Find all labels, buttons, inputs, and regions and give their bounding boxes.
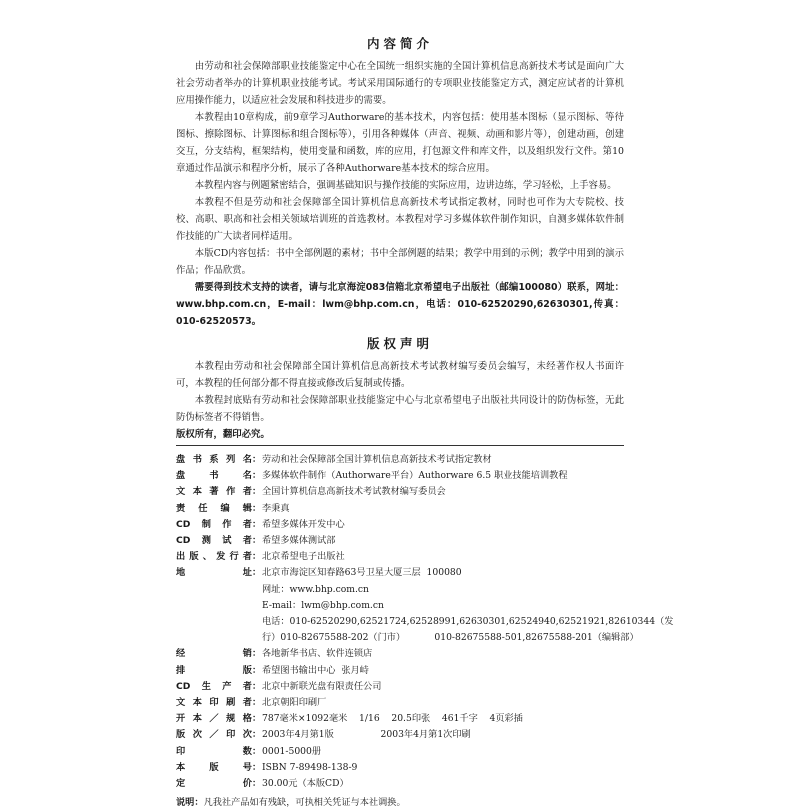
- info-label: 文本著作者: [176, 486, 252, 498]
- info-value: 多媒体软件制作（Authorware平台）Authorware 6.5 职业技能培训教程: [262, 470, 568, 482]
- info-label: 本版号: [176, 761, 252, 773]
- info-value: 全国计算机信息高新技术考试教材编写委员会: [262, 486, 446, 498]
- note-text: 凡我社产品如有残缺，可执相关凭证与本社调换。: [203, 797, 406, 809]
- intro-paragraph-3: 本教程内容与例题紧密结合，强调基础知识与操作技能的实际应用，边讲边练，学习轻松，上手容易。: [194, 180, 617, 191]
- intro-paragraph-1: 由劳动和社会保障部职业技能鉴定中心在全国统一组织实施的全国计算机信息高新技术考试是面向广大社会劳动者举办的计算机职业技能考试。考试采用国际通行的专项职业技能鉴定方式，测定应试者的计算机应用操作能力，以适应社会发展和科技进步的需要。: [176, 61, 624, 106]
- info-row-print-run: 印数 ： 0001-5000册: [176, 744, 624, 760]
- info-phone-line-2: 行）010-82675588-202（门市） 010-82675588-501,82675588-201（编辑部）: [262, 632, 639, 644]
- info-label: CD测试者: [176, 535, 252, 547]
- info-label: 经销: [176, 648, 252, 660]
- info-row-address: 地址 ： 北京市海淀区知春路63号卫星大厦三层 100080: [176, 565, 624, 581]
- info-label: 版次／印次: [176, 729, 252, 741]
- info-label: CD生产者: [176, 680, 252, 692]
- info-value: 北京希望电子出版社: [262, 551, 345, 563]
- info-row-price: 定价 ： 30.00元（本版CD）: [176, 776, 624, 792]
- info-value: 李秉真: [262, 502, 290, 514]
- info-label: 责任编辑: [176, 502, 252, 514]
- info-label: 排版: [176, 664, 252, 676]
- rights-reserved: 版权所有，翻印必究。: [176, 429, 270, 440]
- note-label: 说明：: [176, 797, 204, 809]
- info-value: 希望多媒体开发中心: [262, 518, 345, 530]
- info-label: 地址: [176, 567, 252, 579]
- info-value: 787毫米×1092毫米 1/16 20.5印张 461千字 4页彩插: [262, 713, 523, 725]
- info-label: 印数: [176, 745, 252, 757]
- info-label: 盘书系列名: [176, 454, 252, 465]
- info-row-edition: 版次／印次 ： 2003年4月第1版 2003年4月第1次印刷: [176, 727, 624, 743]
- info-row-series: 盘书系列名 ： 劳动和社会保障部全国计算机信息高新技术考试指定教材: [176, 452, 624, 468]
- info-value: 北京中新联光盘有限责任公司: [262, 680, 382, 692]
- info-value: ISBN 7-89498-138-9: [262, 761, 358, 773]
- info-value: 各地新华书店、软件连锁店: [262, 648, 373, 660]
- info-label: 开本／规格: [176, 713, 252, 725]
- info-row-cd-tester: CD测试者 ： 希望多媒体测试部: [176, 533, 624, 549]
- exchange-note: [176, 794, 624, 811]
- info-row-author: 文本著作者 ： 全国计算机信息高新技术考试教材编写委员会: [176, 484, 624, 500]
- info-row-typeset: 排版 ： 希望图书输出中心 张月峙: [176, 663, 624, 679]
- info-label: CD制作者: [176, 518, 252, 530]
- info-row-printer: 文本印刷者 ： 北京朝阳印刷厂: [176, 695, 624, 711]
- intro-paragraph-5: 本版CD内容包括：书中全部例题的素材；书中全部例题的结果；教学中用到的示例；教学中用到的演示作品；作品欣赏。: [176, 248, 624, 276]
- info-value: 希望图书输出中心 张月峙: [262, 664, 369, 676]
- info-row-dealer: 经销 ： 各地新华书店、软件连锁店: [176, 646, 624, 662]
- info-value: 北京市海淀区知春路63号卫星大厦三层 100080: [262, 567, 462, 579]
- info-value: 2003年4月第1版 2003年4月第1次印刷: [262, 729, 471, 741]
- info-phone-line-1: 电话：010-62520290,62521724,62528991,62630301,62524940,62521921,82610344（发: [262, 616, 674, 628]
- info-value: 希望多媒体测试部: [262, 535, 336, 547]
- info-row-cd-producer: CD生产者 ： 北京中新联光盘有限责任公司: [176, 679, 624, 695]
- info-row-isbn: 本版号 ： ISBN 7-89498-138-9: [176, 760, 624, 776]
- info-row-publisher: 出版、发行者 ： 北京希望电子出版社: [176, 549, 624, 565]
- info-label: 文本印刷者: [176, 697, 252, 709]
- intro-paragraph-4: 本教程不但是劳动和社会保障部全国计算机信息高新技术考试指定教材，同时也可作为大专院校、技校、高职、职高和社会相关领域培训班的首选教材。本教程对学习多媒体软件制作知识，自测多媒体软件制作技能的广大读者同样适用。: [176, 197, 624, 242]
- info-row-book: 盘书名 ： 多媒体软件制作（Authorware平台）Authorware 6.5 职业技能培训教程: [176, 468, 624, 484]
- info-label: 盘书名: [176, 470, 252, 482]
- info-website: 网址：www.bhp.com.cn: [262, 583, 369, 595]
- copyright-paragraph-2: 本教程封底贴有劳动和社会保障部职业技能鉴定中心与北京希望电子出版社共同设计的防伪标签，无此防伪标签者不得销售。: [176, 395, 624, 423]
- info-label: 定价: [176, 778, 252, 790]
- copyright-title: 版权声明: [366, 336, 433, 351]
- divider: [176, 445, 624, 446]
- info-row-cd-maker: CD制作者 ： 希望多媒体开发中心: [176, 517, 624, 533]
- intro-paragraph-2: 本教程由10章构成，前9章学习Authorware的基本技术，内容包括：使用基本图标（显示图标、等待图标、擦除图标、计算图标和组合图标等），引用各种媒体（声音、视频、动画和影片等），创建动画，创建交互，分支结构，框架结构，使用变量和函数，库的应用，打包源文件和库文件，以及组织发行文件。第10章通过作品演示和程序分析，展示了各种Authorware基本技术的综合应用。: [176, 112, 624, 174]
- publication-info: [176, 452, 674, 811]
- info-value: 北京朝阳印刷厂: [262, 697, 327, 709]
- info-value: 劳动和社会保障部全国计算机信息高新技术考试指定教材: [262, 454, 492, 465]
- info-value: 0001-5000册: [262, 745, 322, 757]
- info-email: E-mail：lwm@bhp.com.cn: [262, 599, 384, 611]
- intro-title: 内容简介: [366, 36, 433, 51]
- copyright-paragraph-1: 本教程由劳动和社会保障部全国计算机信息高新技术考试教材编写委员会编写，未经著作权人书面许可，本教程的任何部分都不得直接或修改后复制或传播。: [176, 361, 624, 389]
- info-value: 30.00元（本版CD）: [262, 778, 349, 790]
- info-row-format: 开本／规格 ： 787毫米×1092毫米 1/16 20.5印张 461千字 4页彩插: [176, 711, 624, 727]
- info-row-editor: 责任编辑 ： 李秉真: [176, 501, 624, 517]
- tech-support-paragraph: 需要得到技术支持的读者，请与北京海淀083信箱北京希望电子出版社（邮编100080）联系，网址：www.bhp.com.cn，E-mail：lwm@bhp.com.cn，电话：010-62520290,62630301,传真：010-62520573。: [176, 282, 624, 327]
- info-label: 出版、发行者: [176, 551, 252, 563]
